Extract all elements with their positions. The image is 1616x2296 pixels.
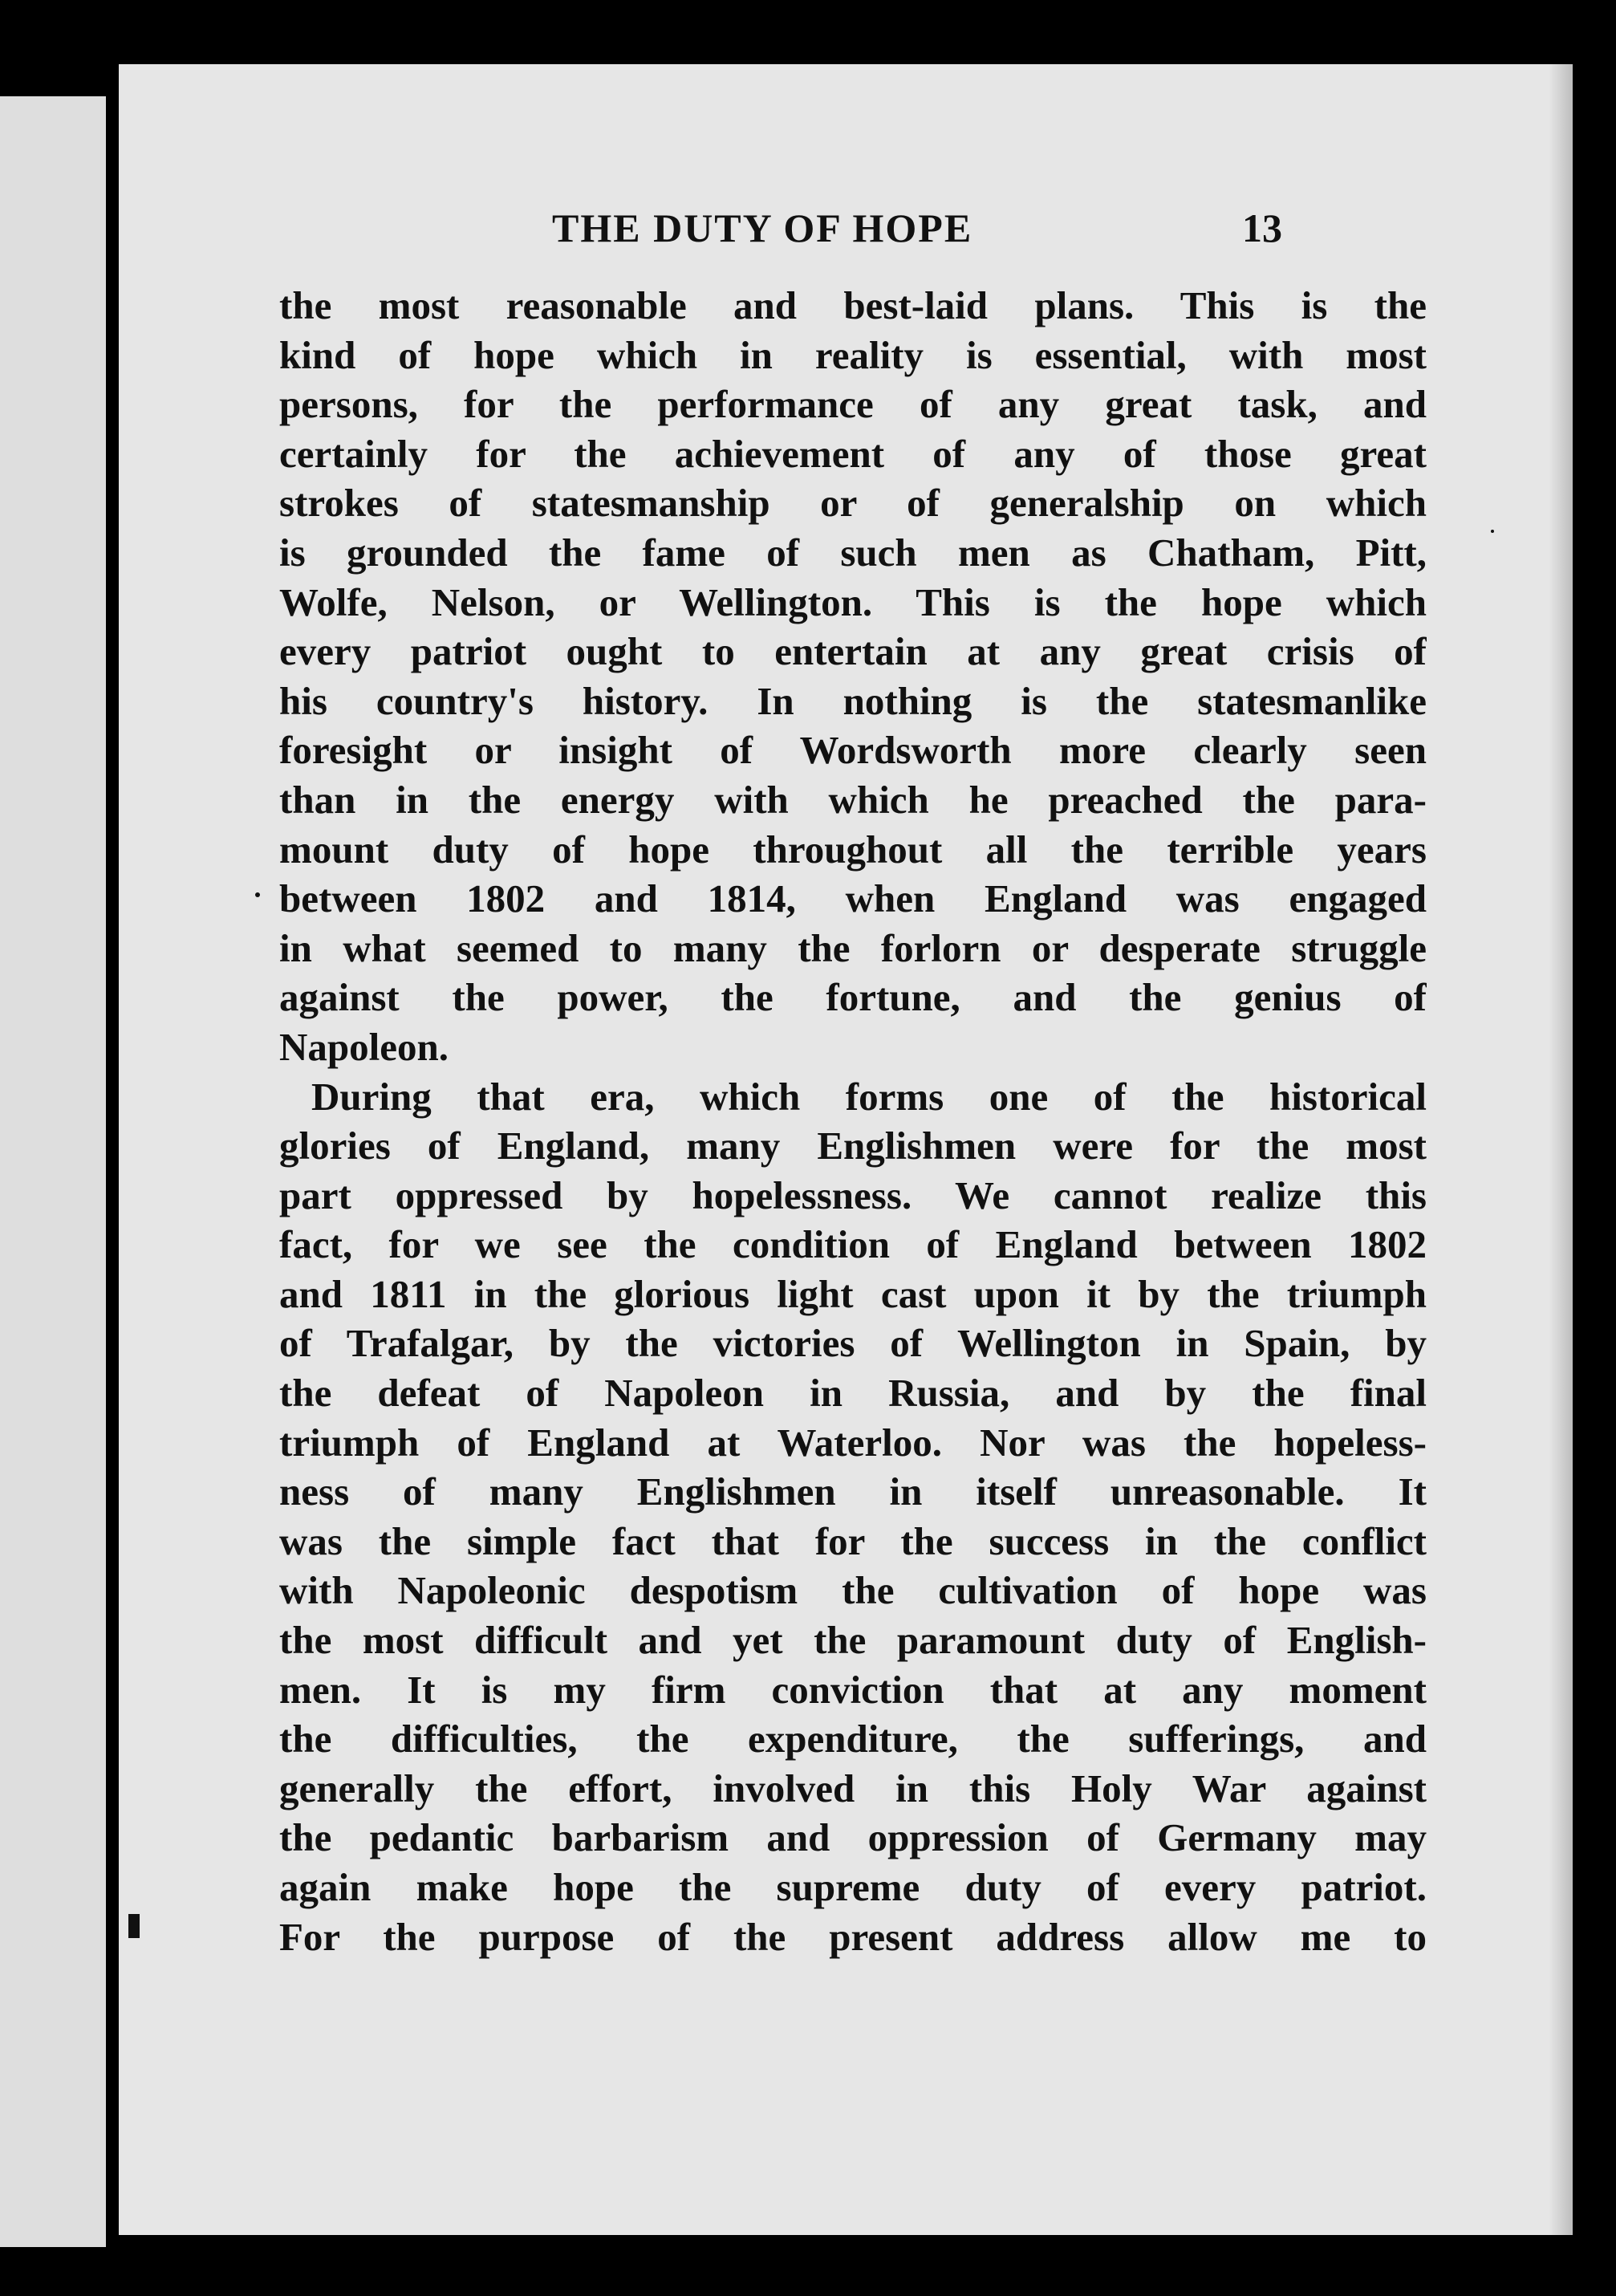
text-line: persons, for the performance of any great task, and (279, 382, 1427, 427)
facing-page-edge (0, 96, 106, 2247)
text-line: mount duty of hope throughout all the terrible years (279, 827, 1427, 872)
text-line: the defeat of Napoleon in Russia, and by the final (279, 1371, 1427, 1416)
text-line: is grounded the fame of such men as Chatham, Pitt, (279, 530, 1427, 575)
text-line: kind of hope which in reality is essential, with most (279, 332, 1427, 377)
margin-speck (1491, 530, 1494, 533)
text-line: fact, for we see the condition of England between 1802 (279, 1222, 1427, 1267)
text-line: part oppressed by hopelessness. We cannot realize this (279, 1172, 1427, 1217)
text-line: his country's history. In nothing is the statesmanlike (279, 678, 1427, 723)
text-line: glories of England, many Englishmen were for the most (279, 1124, 1427, 1168)
text-line: was the simple fact that for the success in the conflict (279, 1518, 1427, 1563)
book-page (119, 64, 1573, 2235)
text-line: again make hope the supreme duty of every patriot. (279, 1865, 1427, 1909)
margin-speck (255, 892, 260, 897)
text-line: the most reasonable and best-laid plans. This is the (279, 283, 1427, 327)
running-head: THE DUTY OF HOPE (552, 205, 973, 250)
text-line: strokes of statesmanship or of generalship on which (279, 481, 1427, 526)
text-line: foresight or insight of Wordsworth more clearly seen (279, 728, 1427, 773)
text-line: ness of many Englishmen in itself unreasonable. It (279, 1469, 1427, 1514)
text-line: During that era, which forms one of the historical (311, 1074, 1427, 1119)
text-line: in what seemed to many the forlorn or desperate struggle (279, 925, 1427, 970)
spine-notch (128, 1914, 140, 1938)
text-line: the most difficult and yet the paramount duty of English- (279, 1618, 1427, 1663)
page-number: 13 (1242, 205, 1282, 250)
text-line: the difficulties, the expenditure, the sufferings, and (279, 1717, 1427, 1762)
text-line: Napoleon. (279, 1024, 449, 1069)
text-line: triumph of England at Waterloo. Nor was the hopeless- (279, 1420, 1427, 1465)
page-edge-shadow (1549, 64, 1573, 2235)
text-line: and 1811 in the glorious light cast upon it by the triumph (279, 1271, 1427, 1316)
text-line: For the purpose of the present address allow me to (279, 1914, 1427, 1959)
text-line: generally the effort, involved in this Holy War against (279, 1766, 1427, 1810)
text-line: than in the energy with which he preached the para- (279, 777, 1427, 822)
text-line: with Napoleonic despotism the cultivation of hope was (279, 1568, 1427, 1613)
text-line: Wolfe, Nelson, or Wellington. This is the hope which (279, 579, 1427, 624)
text-line: against the power, the fortune, and the genius of (279, 975, 1427, 1020)
text-line: men. It is my firm conviction that at any moment (279, 1667, 1427, 1712)
text-line: every patriot ought to entertain at any great crisis of (279, 629, 1427, 674)
text-line: certainly for the achievement of any of those great (279, 431, 1427, 476)
book-gutter (106, 56, 119, 2255)
text-line: the pedantic barbarism and oppression of Germany may (279, 1815, 1427, 1860)
body-text (279, 281, 1427, 1961)
page-header (119, 205, 1573, 269)
text-line: of Trafalgar, by the victories of Wellington in Spain, by (279, 1321, 1427, 1366)
text-line: between 1802 and 1814, when England was engaged (279, 876, 1427, 921)
